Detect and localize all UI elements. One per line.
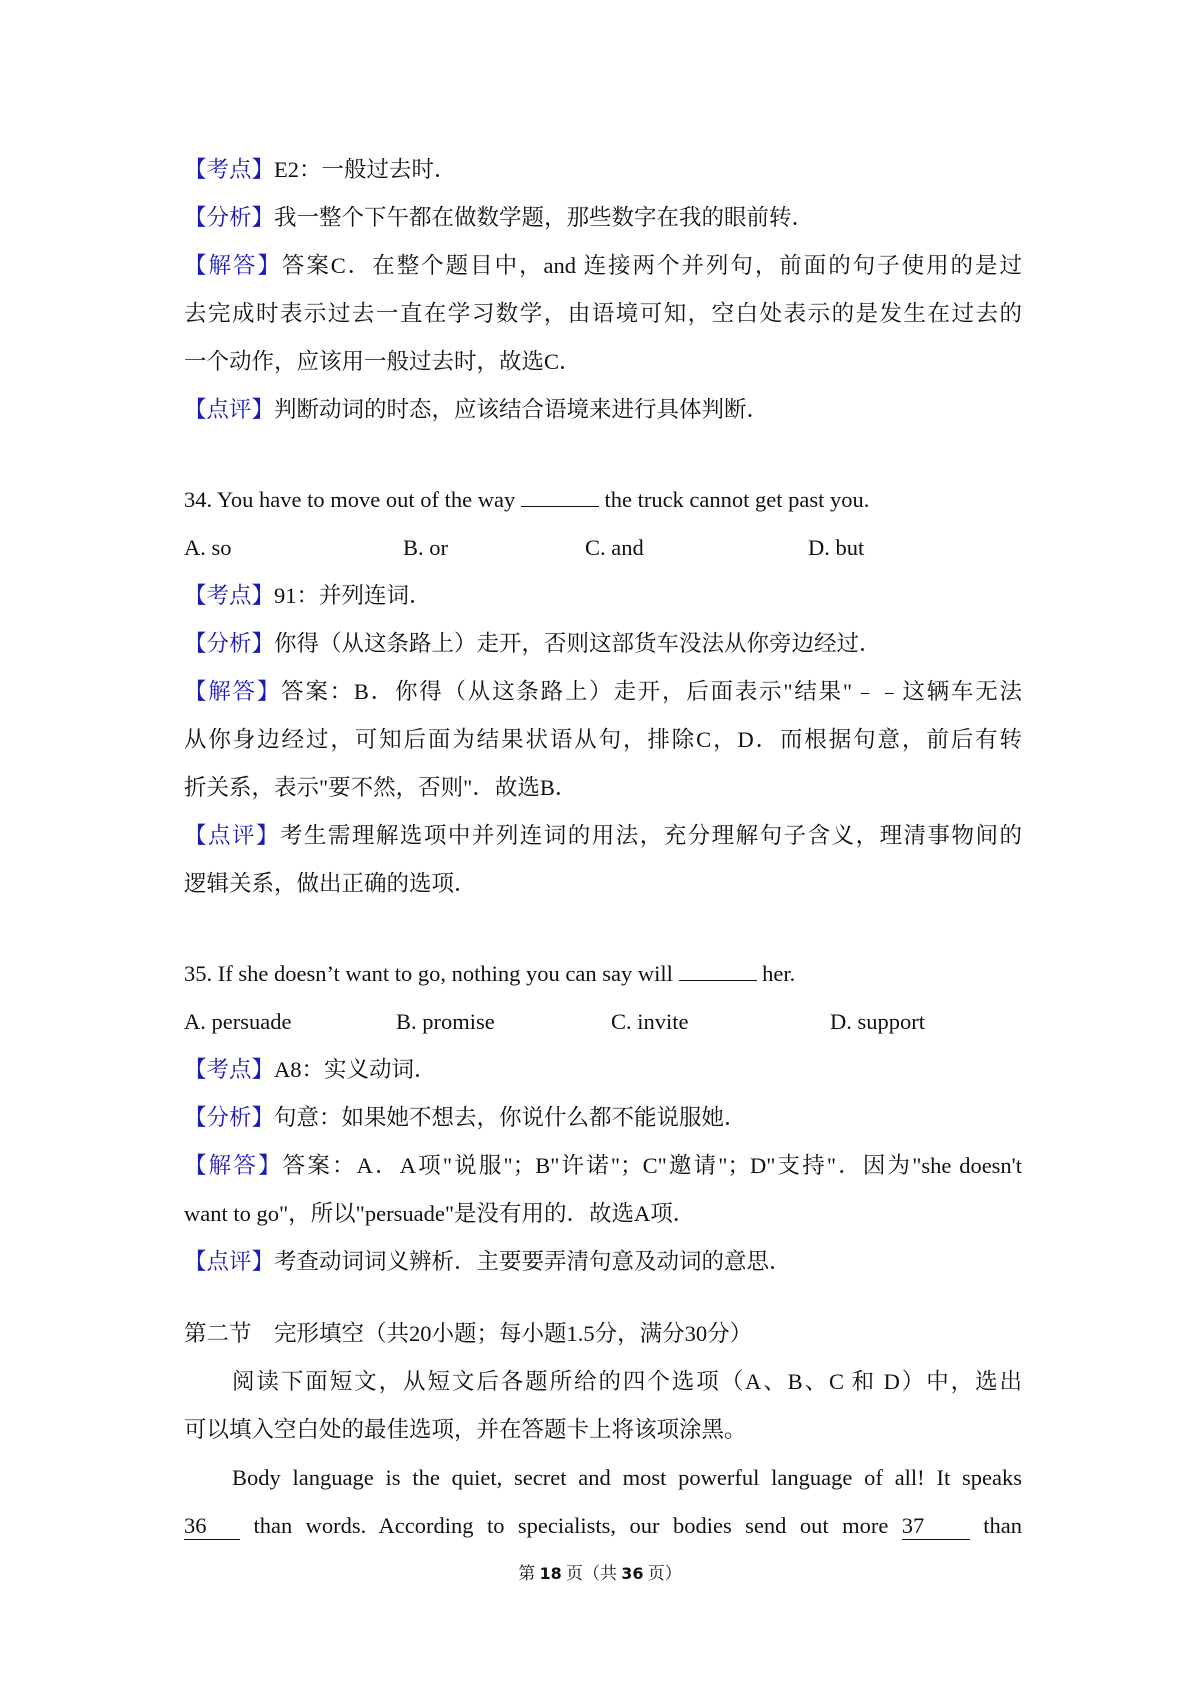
q33-dianping	[184, 386, 1022, 434]
jieda-tag: 【解答】	[184, 253, 282, 278]
q34-answer-blank	[521, 506, 599, 507]
q34-dianping-line2: 逻辑关系，做出正确的选项．	[184, 871, 477, 896]
jieda-text: 答案：A．A项"说服"；B"许诺"；C"邀请"；D"支持"．因为"she doesn't	[282, 1153, 1022, 1178]
q35-kaodian	[184, 1046, 1022, 1094]
kaodian-text: 91：并列连词．	[274, 583, 432, 608]
jieda-text: 答案C．在整个题目中，and 连接两个并列句，前面的句子使用的是过	[281, 253, 1022, 278]
spacer	[184, 908, 1022, 950]
q35-stem	[184, 950, 1022, 998]
q34-stem-before: 34. You have to move out of the way	[184, 487, 521, 512]
passage-end: than	[983, 1513, 1022, 1538]
passage-mid: than words. According to specialists, our bodies send out more	[253, 1513, 889, 1538]
q35-answer-blank	[679, 980, 757, 981]
q34-option-a: A. so	[184, 535, 232, 560]
q34-option-b: B. or	[403, 535, 448, 560]
section2-heading: 第二节 完形填空（共20小题；每小题1.5分，满分30分）	[184, 1321, 753, 1346]
q34-options	[184, 524, 1022, 572]
kaodian-tag: 【考点】	[184, 583, 275, 608]
q34-kaodian	[184, 572, 1022, 620]
q35-jieda-line2: want to go"，所以"persuade"是没有用的．故选A项．	[184, 1201, 696, 1226]
section2-instruction-line2: 可以填入空白处的最佳选项，并在答题卡上将该项涂黑。	[184, 1417, 747, 1442]
blank-37: 37	[902, 1513, 970, 1540]
kaodian-tag: 【考点】	[184, 157, 275, 182]
q35-option-a: A. persuade	[184, 1009, 292, 1034]
fenxi-tag: 【分析】	[184, 631, 275, 656]
kaodian-text: A8：实义动词．	[274, 1057, 437, 1082]
kaodian-text: E2：一般过去时．	[274, 157, 457, 182]
dianping-tag: 【点评】	[184, 1249, 275, 1274]
dianping-tag: 【点评】	[184, 823, 280, 848]
q34-stem	[184, 476, 1022, 524]
q34-jieda-line2: 从你身边经过，可知后面为结果状语从句，排除C，D．而根据句意，前后有转	[184, 727, 1022, 752]
q35-option-d: D. support	[830, 1009, 925, 1034]
passage-line1: Body language is the quiet, secret and most powerful language of all! It speaks	[232, 1465, 1022, 1490]
q35-dianping	[184, 1238, 1022, 1286]
kaodian-tag: 【考点】	[184, 1057, 275, 1082]
q33-jieda-line3: 一个动作，应该用一般过去时，故选C．	[184, 349, 582, 374]
q35-option-b: B. promise	[396, 1009, 495, 1034]
jieda-tag: 【解答】	[184, 1153, 283, 1178]
jieda-text: 答案：B．你得（从这条路上）走开，后面表示"结果"﹣﹣这辆车无法	[281, 679, 1022, 704]
spacer	[184, 434, 1022, 476]
q35-options	[184, 998, 1022, 1046]
blank-36: 36	[184, 1513, 240, 1540]
jieda-tag: 【解答】	[184, 679, 282, 704]
q33-fenxi	[184, 194, 1022, 242]
q35-fenxi	[184, 1094, 1022, 1142]
q34-jieda-line1	[184, 668, 1022, 716]
dianping-text: 判断动词的时态，应该结合语境来进行具体判断．	[274, 397, 770, 422]
fenxi-tag: 【分析】	[184, 205, 275, 230]
q33-kaodian	[184, 146, 1022, 194]
spacer	[184, 1286, 1022, 1310]
footer-page-number: 18	[539, 1564, 562, 1583]
fenxi-text: 你得（从这条路上）走开，否则这部货车没法从你旁边经过．	[274, 631, 882, 656]
footer-prefix: 第	[518, 1564, 540, 1583]
q34-jieda-line3: 折关系，表示"要不然，否则"．故选B．	[184, 775, 578, 800]
footer-suffix: 页）	[643, 1564, 682, 1583]
dianping-text: 考查动词词义辨析．主要要弄清句意及动词的意思．	[274, 1249, 792, 1274]
q35-option-c: C. invite	[611, 1009, 689, 1034]
page-content	[184, 146, 1022, 1550]
footer-total-pages: 36	[621, 1564, 644, 1583]
page-footer	[0, 1562, 1200, 1586]
q35-stem-after: her.	[756, 961, 796, 986]
section2-instruction-line1: 阅读下面短文，从短文后各题所给的四个选项（A、B、C 和 D）中，选出	[232, 1369, 1022, 1394]
q34-option-c: C. and	[585, 535, 644, 560]
q34-stem-after: the truck cannot get past you.	[598, 487, 870, 512]
q33-jieda-line2: 去完成时表示过去一直在学习数学，由语境可知，空白处表示的是发生在过去的	[184, 301, 1022, 326]
dianping-tag: 【点评】	[184, 397, 275, 422]
dianping-text: 考生需理解选项中并列连词的用法，充分理解句子含义，理清事物间的	[279, 823, 1022, 848]
q34-fenxi	[184, 620, 1022, 668]
fenxi-tag: 【分析】	[184, 1105, 275, 1130]
q35-jieda-line1	[184, 1142, 1022, 1190]
fenxi-text: 我一整个下午都在做数学题，那些数字在我的眼前转．	[274, 205, 815, 230]
q33-jieda-line1	[184, 242, 1022, 290]
q34-dianping-line1	[184, 812, 1022, 860]
fenxi-text: 句意：如果她不想去，你说什么都不能说服她．	[274, 1105, 747, 1130]
q34-option-d: D. but	[808, 535, 865, 560]
passage-line2	[184, 1502, 1022, 1550]
q35-stem-before: 35. If she doesn’t want to go, nothing you can say will	[184, 961, 679, 986]
footer-middle: 页（共	[561, 1564, 622, 1583]
